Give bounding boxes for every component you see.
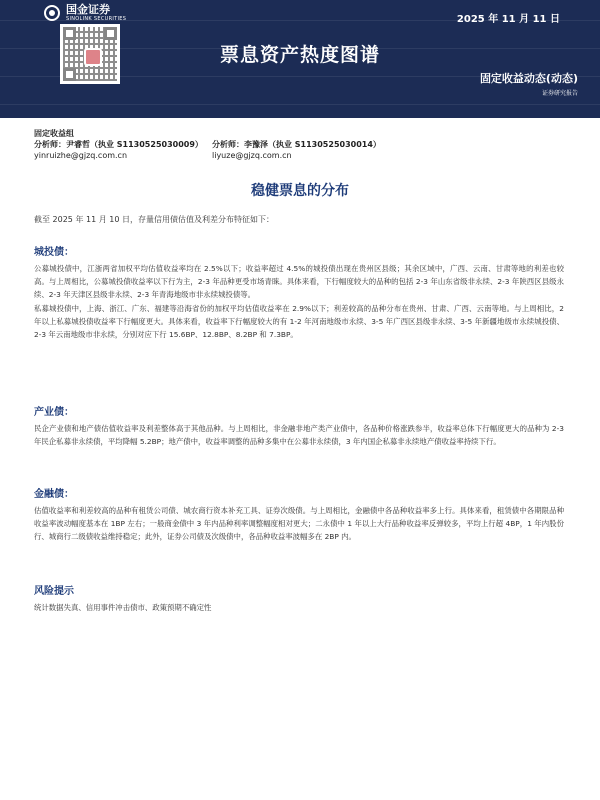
section-paragraph: 民企产业债和地产债估值收益率及利差整体高于其他品种。与上周相比，非金融非地产类产业债中，各品种价格涨跌参半，收益率总体下行幅度更大的品种为 2-3 年民企私募非永续债，平均降幅 5.2BP；地产债中，收益率调整的品种多集中在公募非永续债，3 年内国企私募非永续地产债收益率持续下行。	[34, 424, 564, 447]
logo-mark-icon	[44, 5, 60, 21]
report-date: 2025 年 11 月 11 日	[456, 14, 560, 25]
report-header	[0, 0, 600, 118]
section-heading: 产业债：	[34, 407, 74, 418]
section-paragraph: 统计数据失真、信用事件冲击债市、政策预期不确定性	[34, 603, 212, 612]
author-name: 分析师：李豫泽（执业 S1130525030014）	[212, 140, 381, 149]
section-financial	[34, 488, 564, 544]
section-paragraph: 私募城投债中，上海、浙江、广东、福建等沿海省份的加权平均估值收益率在 2.9%以下；利差较高的品种分布在贵州、甘肃、广西、云南等地。与上周相比，2 年以上私募城投债收益率下行幅度更大。具体来看，收益率下行幅度较大的有 1-2 年河南地级市永续、3-5 年广西区县级非永续、3-5 年新疆地级市永续城投债、2-3 年云南地级市非永续，分别对应下行 15.6BP、12.8BP、8.2BP 和 7.3BP。	[34, 303, 564, 340]
logo-name-cn: 国金证券	[66, 3, 110, 16]
logo-name-en: SINOLINK SECURITIES	[66, 16, 127, 22]
author-entry	[34, 139, 212, 161]
section-heading: 城投债：	[34, 247, 74, 258]
author-entry	[212, 139, 390, 161]
section-industry	[34, 406, 564, 448]
section-heading: 金融债：	[34, 489, 74, 500]
section-chengtou	[34, 246, 564, 341]
section-paragraph: 公募城投债中，江浙两省加权平均估值收益率均在 2.5%以下；收益率超过 4.5%的城投债出现在贵州区县级；其余区域中，广西、云南、甘肃等地的利差也较高。与上周相比，公募城投债收益率以下行为主，2-3 年品种更受市场青睐。具体来看，下行幅度较大的品种的包括 2-3 年山东省级非永续、2-3 年陕西区县级永续、2-3 年天津区县级非永续、2-3 年青海地级市非永续城投债等。	[34, 264, 564, 300]
report-title: 票息资产热度图谱	[219, 44, 380, 66]
report-category: 证券研究报告	[541, 90, 578, 97]
report-type: 固定收益动态(动态)	[479, 72, 578, 85]
author-name: 分析师：尹睿哲（执业 S1130525030009）	[34, 140, 203, 149]
author-email: yinruizhe@gjzq.com.cn	[34, 151, 128, 160]
author-email: liyuze@gjzq.com.cn	[212, 151, 292, 160]
section-paragraph: 估值收益率和利差较高的品种有租赁公司债、城农商行资本补充工具、证券次级债。与上周相比，金融债中各品种收益率多上行。具体来看，租赁债中各期限品种收益率波动幅度基本在 1BP 左右；一般商金债中 3 年内品种利率调整幅度相对更大；二永债中 1 年以上大行品种收益率反弹较多，平均上行超 4BP，1 年内股份行、城商行二级债收益维持稳定；此外，证券公司债及次级债中，各品种收益率波幅多在 2BP 内。	[34, 506, 564, 542]
author-block	[34, 128, 574, 161]
main-title: 稳健票息的分布	[251, 183, 349, 199]
sinolink-logo	[44, 4, 126, 22]
header-decoration	[0, 104, 600, 105]
intro-text: 截至 2025 年 11 月 10 日，存量信用债估值及利差分布特征如下：	[34, 215, 274, 224]
team-name: 固定收益组	[34, 129, 74, 138]
section-risk	[34, 585, 564, 614]
section-heading: 风险提示	[34, 586, 74, 597]
